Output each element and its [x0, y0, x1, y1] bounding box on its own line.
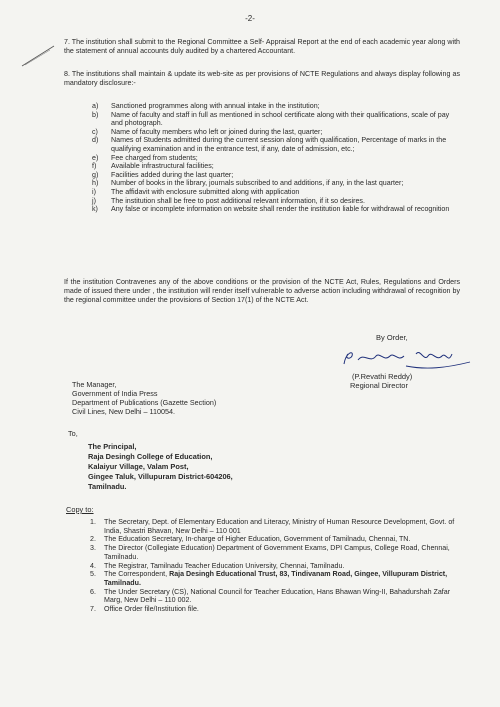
disclosure-list — [92, 102, 462, 214]
list-item: h) Number of books in the library, journals subscribed to and additions, if any, in the last quarter; — [92, 179, 404, 188]
to-label: To, — [68, 429, 78, 438]
principal-address: The Principal, Raja Desingh College of Education, Kalaiyur Village, Valam Post, Gingee Taluk, Villupuram District-604206, Tamilnadu. — [88, 442, 233, 491]
signatory-title: Regional Director — [350, 381, 408, 390]
page-number: -2- — [245, 14, 255, 23]
pen-mark — [20, 40, 60, 70]
manager-address: The Manager, Government of India Press Department of Publications (Gazette Section) Civil Lines, New Delhi – 110054. — [72, 380, 217, 416]
list-item: 6. The Under Secretary (CS), National Council for Teacher Education, Hans Bhawan Wing-II, Bahadurshah Zafar Marg, New Delhi – 110 002. — [90, 587, 451, 605]
list-item: a) Sanctioned programmes along with annual intake in the institution; — [92, 102, 320, 110]
list-item: j) The institution shall be free to post additional relevant information, if it so desires. — [92, 196, 365, 205]
signatory-name: (P.Revathi Reddy) — [352, 372, 413, 381]
copy-list — [90, 518, 470, 614]
copy-to-label: Copy to: — [66, 505, 94, 514]
list-item: 4. The Registrar, Tamilnadu Teacher Education University, Chennai, Tamilnadu. — [90, 561, 345, 570]
list-item: e) Fee charged from students; — [92, 153, 198, 162]
list-item: 2. The Education Secretary, In-charge of Higher Education, Government of Tamilnadu, Chennai, TN. — [90, 535, 411, 544]
by-order: By Order, — [376, 333, 408, 342]
list-item: d) Names of Students admitted during the current session along with qualification, Percentage of marks in the qualifying examination and in the entrance test, if any, date of admission, etc.; — [92, 136, 447, 153]
list-item: 7. Office Order file/Institution file. — [90, 605, 199, 614]
list-item: 5. The Correspondent, Raja Desingh Educational Trust, 83, Tindivanam Road, Gingee, Villupuram District, Tamilnadu. — [90, 570, 448, 587]
contravention-paragraph: If the institution Contravenes any of the above conditions or the provision of the NCTE Act, Rules, Regulations and Orders made of issued there under , the institution will render itself vulnerable to adverse action including withdrawal of recognition by the regional committee under the provisions of Section 17(1) of the NCTE Act. — [64, 278, 460, 304]
list-item: 3. The Director (Collegiate Education) Department of Government Exams, DPI Campus, College Road, Chennai, Tamilnadu. — [90, 544, 450, 561]
paragraph-7: 7. The institution shall submit to the Regional Committee a Self- Appraisal Report at the end of each academic year along with the statement of annual accounts duly audited by a chartered Accountant. — [64, 38, 460, 55]
list-item: f) Available infrastructural facilities; — [92, 162, 214, 171]
signature — [336, 344, 476, 372]
list-item: b) Name of faculty and staff in full as mentioned in school certificate along with their qualifications, scale of pay and photograph. — [92, 110, 450, 128]
list-item: 1. The Secretary, Dept. of Elementary Education and Literacy, Ministry of Human Resource Development, Govt. of India, Shastri Bhavan, New Delhi – 110 001 — [90, 518, 455, 535]
list-item: i) The affidavit with enclosure submitted along with application — [92, 187, 300, 196]
list-item: k) Any false or incomplete information on website shall render the institution liable for withdrawal of recognition — [92, 205, 450, 214]
signature-block — [336, 333, 476, 390]
list-item: c) Name of faculty members who left or joined during the last, quarter; — [92, 127, 323, 136]
paragraph-8: 8. The institutions shall maintain & update its web-site as per provisions of NCTE Regulations and always display following as mandatory disclosure:- — [64, 70, 460, 87]
list-item: g) Facilities added during the last quarter; — [92, 170, 234, 179]
